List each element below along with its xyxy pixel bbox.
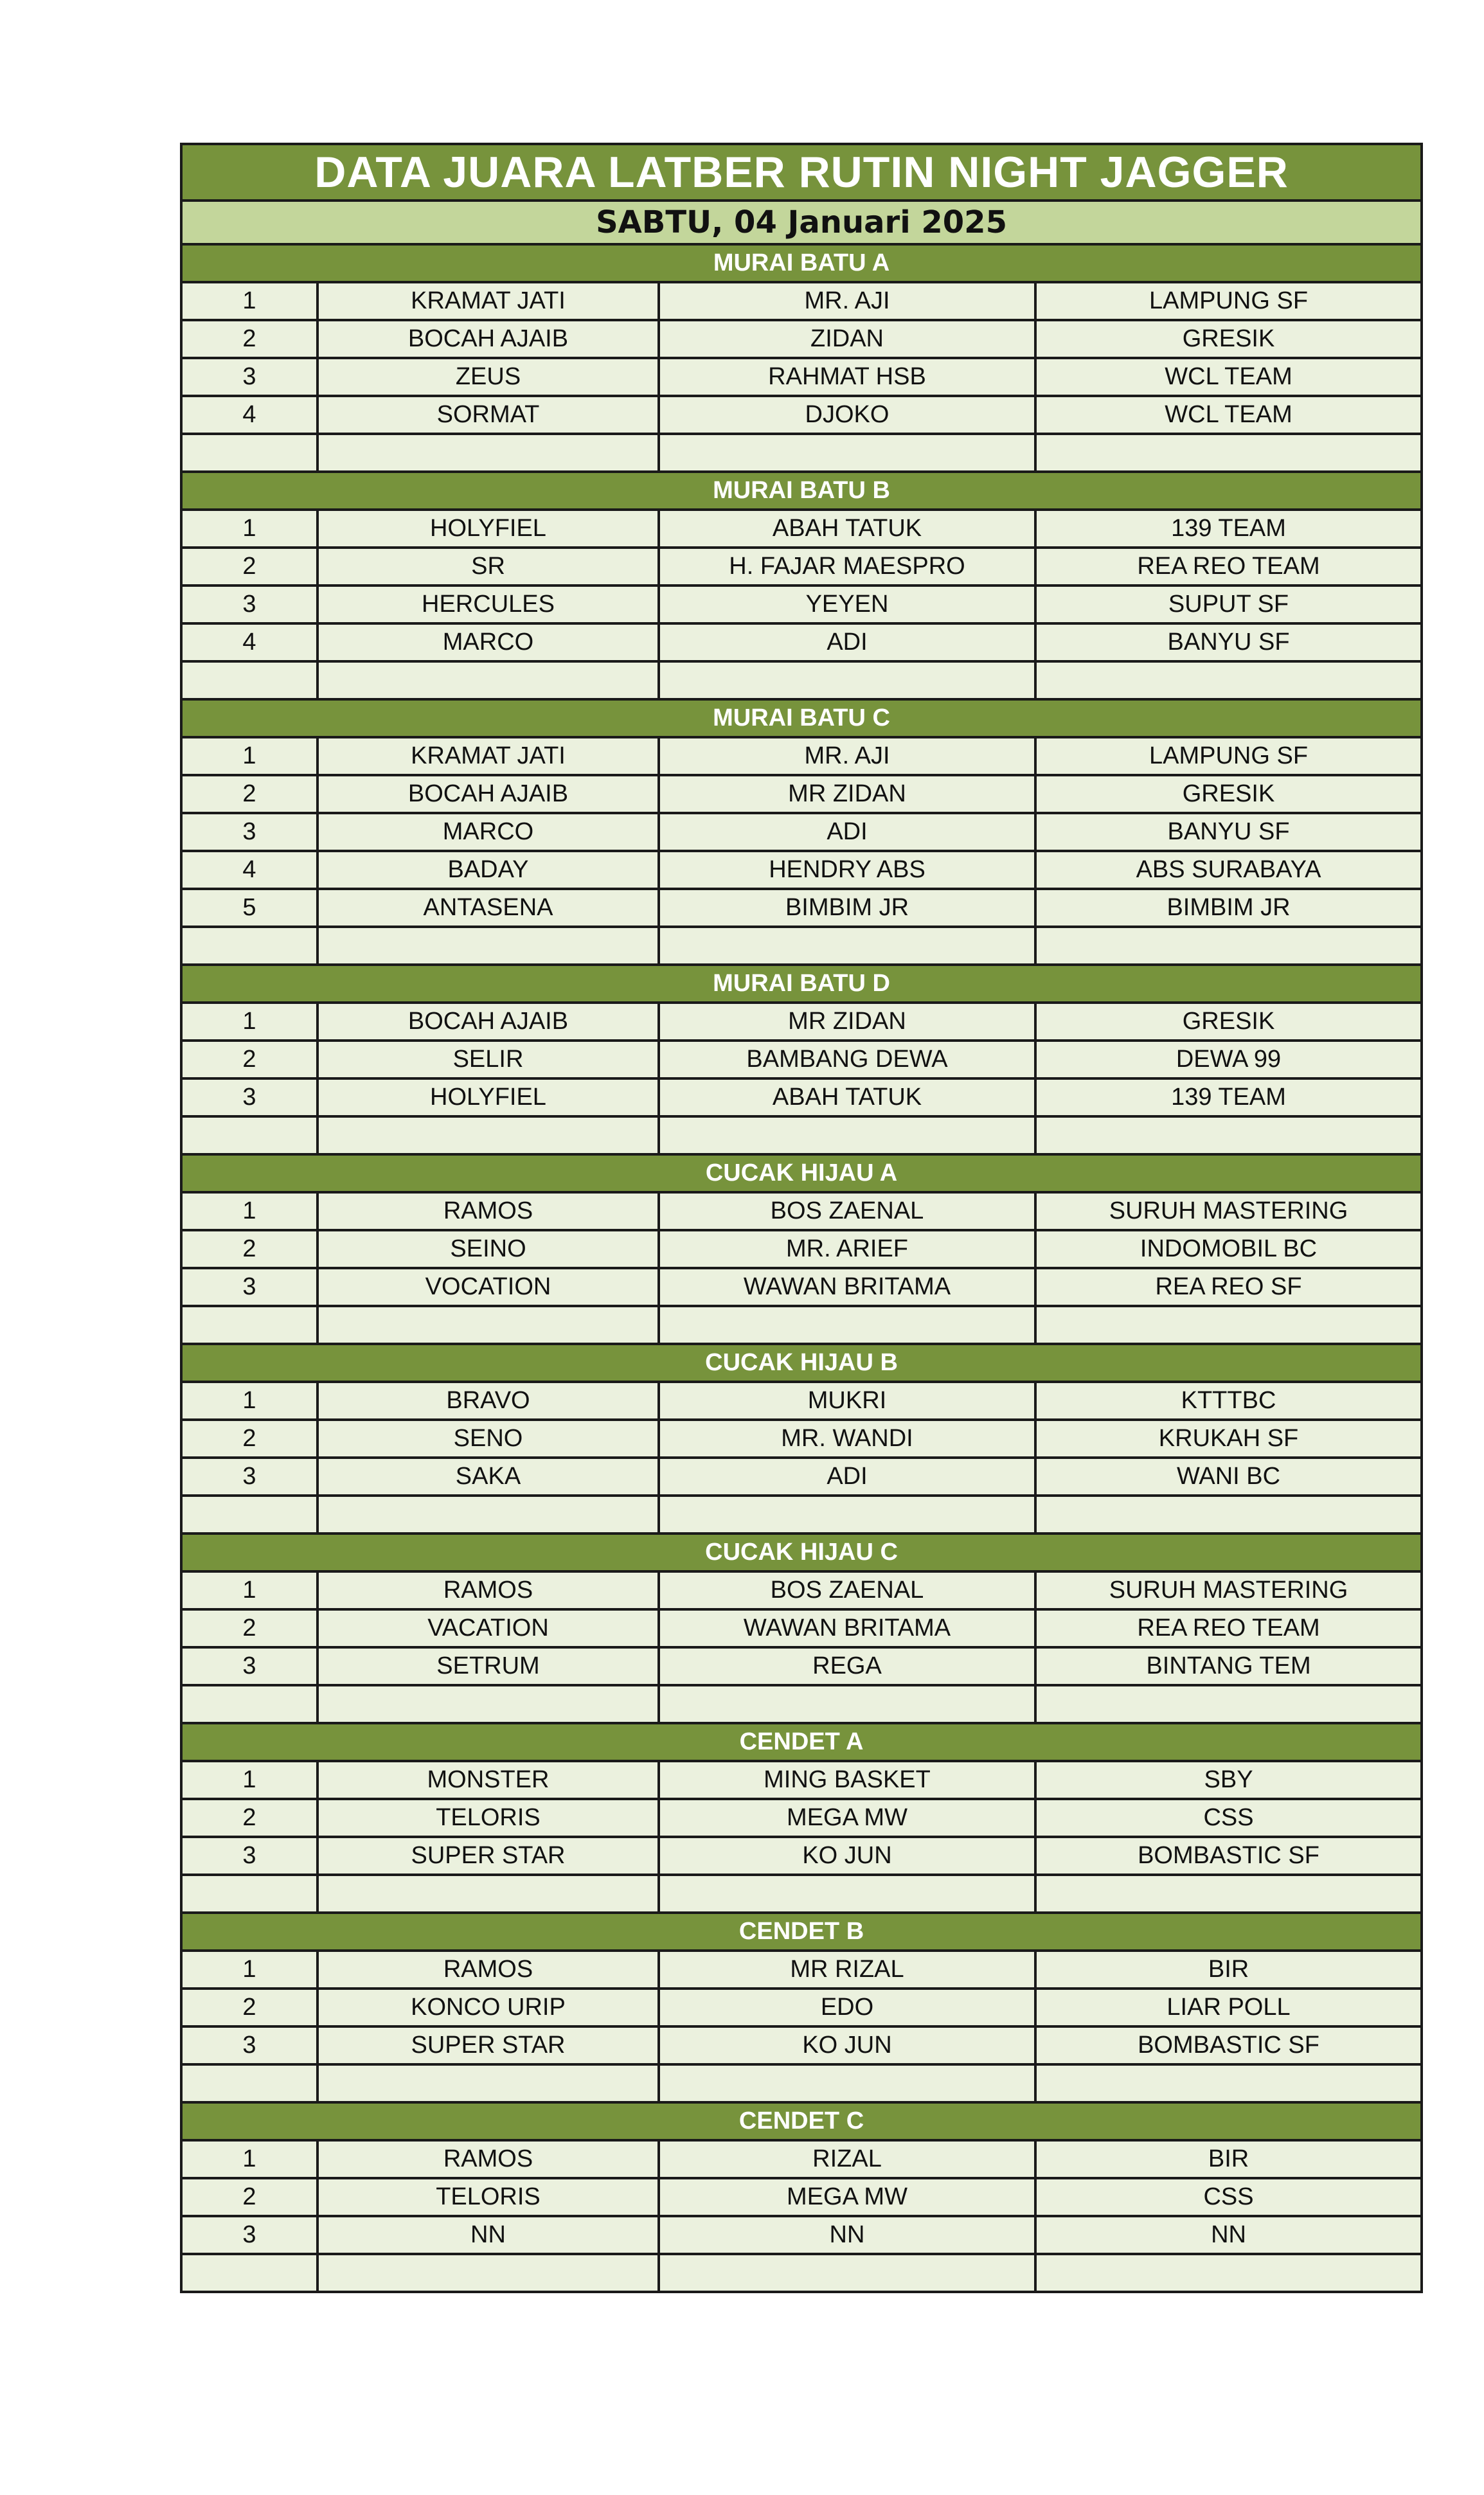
empty-cell (1035, 661, 1422, 699)
team-cell: BANYU SF (1035, 623, 1422, 661)
rank-cell: 3 (181, 813, 317, 851)
rank-cell: 1 (181, 1951, 317, 1989)
empty-cell (659, 927, 1035, 965)
bird-name-cell: SAKA (317, 1458, 659, 1496)
empty-cell (1035, 927, 1422, 965)
team-cell: BANYU SF (1035, 813, 1422, 851)
table-row (181, 396, 1422, 434)
table-row (181, 1230, 1422, 1268)
empty-cell (181, 1116, 317, 1154)
empty-cell (317, 1875, 659, 1913)
date-row (181, 201, 1422, 244)
category-header-row (181, 1913, 1422, 1951)
empty-cell (659, 1306, 1035, 1344)
rank-cell: 3 (181, 1268, 317, 1306)
team-cell: BIMBIM JR (1035, 889, 1422, 927)
team-cell: 139 TEAM (1035, 510, 1422, 548)
rank-cell: 1 (181, 737, 317, 775)
bird-name-cell: RAMOS (317, 1951, 659, 1989)
rank-cell: 1 (181, 1382, 317, 1420)
empty-cell (1035, 1685, 1422, 1723)
rank-cell: 4 (181, 396, 317, 434)
rank-cell: 1 (181, 282, 317, 320)
bird-name-cell: ZEUS (317, 358, 659, 396)
rank-cell: 2 (181, 2178, 317, 2216)
rank-cell: 1 (181, 2140, 317, 2178)
bird-name-cell: KRAMAT JATI (317, 737, 659, 775)
team-cell: SURUH MASTERING (1035, 1571, 1422, 1609)
owner-cell: ADI (659, 1458, 1035, 1496)
owner-cell: RAHMAT HSB (659, 358, 1035, 396)
rank-cell: 3 (181, 1078, 317, 1116)
empty-cell (181, 661, 317, 699)
bird-name-cell: NN (317, 2216, 659, 2254)
rank-cell: 2 (181, 1041, 317, 1078)
team-cell: BOMBASTIC SF (1035, 2026, 1422, 2064)
bird-name-cell: HOLYFIEL (317, 1078, 659, 1116)
team-cell: ABS SURABAYA (1035, 851, 1422, 889)
bird-name-cell: HERCULES (317, 586, 659, 623)
team-cell: WCL TEAM (1035, 396, 1422, 434)
owner-cell: BIMBIM JR (659, 889, 1035, 927)
rank-cell: 1 (181, 1192, 317, 1230)
bird-name-cell: RAMOS (317, 2140, 659, 2178)
category-header-row (181, 472, 1422, 510)
empty-cell (317, 661, 659, 699)
blank-row (181, 1685, 1422, 1723)
bird-name-cell: MARCO (317, 813, 659, 851)
owner-cell: WAWAN BRITAMA (659, 1268, 1035, 1306)
rank-cell: 4 (181, 851, 317, 889)
owner-cell: KO JUN (659, 2026, 1035, 2064)
category-header-row (181, 1344, 1422, 1382)
table-row (181, 1420, 1422, 1458)
team-cell: SUPUT SF (1035, 586, 1422, 623)
category-header-row (181, 699, 1422, 737)
bird-name-cell: BOCAH AJAIB (317, 320, 659, 358)
table-row (181, 1268, 1422, 1306)
table-row (181, 851, 1422, 889)
owner-cell: NN (659, 2216, 1035, 2254)
blank-row (181, 1116, 1422, 1154)
category-header-row (181, 1154, 1422, 1192)
table-row (181, 1761, 1422, 1799)
empty-cell (659, 1116, 1035, 1154)
empty-cell (317, 2254, 659, 2292)
team-cell: BIR (1035, 1951, 1422, 1989)
team-cell: BOMBASTIC SF (1035, 1837, 1422, 1875)
event-date: SABTU, 04 Januari 2025 (181, 201, 1422, 244)
empty-cell (1035, 2254, 1422, 2292)
table-row (181, 1571, 1422, 1609)
empty-cell (1035, 1875, 1422, 1913)
category-header-row (181, 965, 1422, 1003)
rank-cell: 3 (181, 586, 317, 623)
table-row (181, 623, 1422, 661)
bird-name-cell: TELORIS (317, 2178, 659, 2216)
bird-name-cell: SETRUM (317, 1647, 659, 1685)
empty-cell (181, 1875, 317, 1913)
owner-cell: MR ZIDAN (659, 775, 1035, 813)
table-row (181, 282, 1422, 320)
table-row (181, 775, 1422, 813)
bird-name-cell: RAMOS (317, 1571, 659, 1609)
table-row (181, 1989, 1422, 2026)
category-header-row (181, 1534, 1422, 1571)
empty-cell (317, 1306, 659, 1344)
blank-row (181, 434, 1422, 472)
rank-cell: 3 (181, 1837, 317, 1875)
owner-cell: MR. ARIEF (659, 1230, 1035, 1268)
empty-cell (181, 2064, 317, 2102)
empty-cell (181, 1306, 317, 1344)
team-cell: GRESIK (1035, 320, 1422, 358)
bird-name-cell: SR (317, 548, 659, 586)
team-cell: LIAR POLL (1035, 1989, 1422, 2026)
owner-cell: ZIDAN (659, 320, 1035, 358)
rank-cell: 1 (181, 510, 317, 548)
owner-cell: MEGA MW (659, 1799, 1035, 1837)
owner-cell: KO JUN (659, 1837, 1035, 1875)
table-row (181, 2216, 1422, 2254)
owner-cell: EDO (659, 1989, 1035, 2026)
empty-cell (181, 927, 317, 965)
team-cell: GRESIK (1035, 1003, 1422, 1041)
table-row (181, 1382, 1422, 1420)
bird-name-cell: MONSTER (317, 1761, 659, 1799)
rank-cell: 2 (181, 320, 317, 358)
rank-cell: 3 (181, 1458, 317, 1496)
owner-cell: BOS ZAENAL (659, 1571, 1035, 1609)
owner-cell: HENDRY ABS (659, 851, 1035, 889)
team-cell: NN (1035, 2216, 1422, 2254)
table-row (181, 1837, 1422, 1875)
owner-cell: MUKRI (659, 1382, 1035, 1420)
table-row (181, 510, 1422, 548)
category-header-row (181, 244, 1422, 282)
owner-cell: BAMBANG DEWA (659, 1041, 1035, 1078)
owner-cell: ABAH TATUK (659, 510, 1035, 548)
table-row (181, 1003, 1422, 1041)
category-header-row (181, 1723, 1422, 1761)
table-row (181, 320, 1422, 358)
team-cell: DEWA 99 (1035, 1041, 1422, 1078)
blank-row (181, 661, 1422, 699)
empty-cell (181, 434, 317, 472)
rank-cell: 2 (181, 1609, 317, 1647)
bird-name-cell: BRAVO (317, 1382, 659, 1420)
owner-cell: YEYEN (659, 586, 1035, 623)
owner-cell: DJOKO (659, 396, 1035, 434)
bird-name-cell: HOLYFIEL (317, 510, 659, 548)
rank-cell: 2 (181, 1799, 317, 1837)
team-cell: BINTANG TEM (1035, 1647, 1422, 1685)
owner-cell: RIZAL (659, 2140, 1035, 2178)
empty-cell (1035, 1496, 1422, 1534)
category-title: CUCAK HIJAU A (181, 1154, 1422, 1192)
table-row (181, 2178, 1422, 2216)
table-row (181, 2026, 1422, 2064)
rank-cell: 2 (181, 1420, 317, 1458)
table-row (181, 1951, 1422, 1989)
category-title: CUCAK HIJAU B (181, 1344, 1422, 1382)
empty-cell (659, 1875, 1035, 1913)
owner-cell: MR. WANDI (659, 1420, 1035, 1458)
empty-cell (317, 1496, 659, 1534)
owner-cell: MR ZIDAN (659, 1003, 1035, 1041)
team-cell: SBY (1035, 1761, 1422, 1799)
blank-row (181, 1496, 1422, 1534)
table-row (181, 737, 1422, 775)
rank-cell: 3 (181, 358, 317, 396)
owner-cell: ABAH TATUK (659, 1078, 1035, 1116)
category-title: CENDET A (181, 1723, 1422, 1761)
category-title: CENDET B (181, 1913, 1422, 1951)
bird-name-cell: TELORIS (317, 1799, 659, 1837)
table-row (181, 2140, 1422, 2178)
category-title: MURAI BATU C (181, 699, 1422, 737)
bird-name-cell: MARCO (317, 623, 659, 661)
bird-name-cell: SORMAT (317, 396, 659, 434)
team-cell: SURUH MASTERING (1035, 1192, 1422, 1230)
bird-name-cell: BOCAH AJAIB (317, 1003, 659, 1041)
table-row (181, 548, 1422, 586)
table-row (181, 1078, 1422, 1116)
table-row (181, 1192, 1422, 1230)
team-cell: BIR (1035, 2140, 1422, 2178)
category-title: CENDET C (181, 2102, 1422, 2140)
category-title: MURAI BATU A (181, 244, 1422, 282)
title-row (181, 144, 1422, 201)
table-row (181, 1647, 1422, 1685)
bird-name-cell: BADAY (317, 851, 659, 889)
rank-cell: 2 (181, 1989, 317, 2026)
owner-cell: MR. AJI (659, 737, 1035, 775)
table-row (181, 1041, 1422, 1078)
empty-cell (1035, 2064, 1422, 2102)
empty-cell (317, 2064, 659, 2102)
blank-row (181, 2064, 1422, 2102)
empty-cell (1035, 434, 1422, 472)
rank-cell: 2 (181, 1230, 317, 1268)
team-cell: WANI BC (1035, 1458, 1422, 1496)
results-table (180, 143, 1423, 2293)
team-cell: CSS (1035, 1799, 1422, 1837)
owner-cell: MING BASKET (659, 1761, 1035, 1799)
table-row (181, 1609, 1422, 1647)
bird-name-cell: SENO (317, 1420, 659, 1458)
table-row (181, 1799, 1422, 1837)
empty-cell (181, 1496, 317, 1534)
owner-cell: MR RIZAL (659, 1951, 1035, 1989)
team-cell: 139 TEAM (1035, 1078, 1422, 1116)
team-cell: REA REO SF (1035, 1268, 1422, 1306)
rank-cell: 1 (181, 1003, 317, 1041)
empty-cell (659, 661, 1035, 699)
rank-cell: 4 (181, 623, 317, 661)
owner-cell: H. FAJAR MAESPRO (659, 548, 1035, 586)
rank-cell: 3 (181, 1647, 317, 1685)
empty-cell (317, 927, 659, 965)
page-title: DATA JUARA LATBER RUTIN NIGHT JAGGER (181, 144, 1422, 201)
owner-cell: MR. AJI (659, 282, 1035, 320)
results-table-body (181, 144, 1422, 2292)
bird-name-cell: KRAMAT JATI (317, 282, 659, 320)
empty-cell (1035, 1116, 1422, 1154)
table-row (181, 1458, 1422, 1496)
category-title: MURAI BATU B (181, 472, 1422, 510)
empty-cell (181, 2254, 317, 2292)
category-title: CUCAK HIJAU C (181, 1534, 1422, 1571)
table-row (181, 889, 1422, 927)
table-row (181, 358, 1422, 396)
rank-cell: 5 (181, 889, 317, 927)
team-cell: GRESIK (1035, 775, 1422, 813)
bird-name-cell: SELIR (317, 1041, 659, 1078)
category-title: MURAI BATU D (181, 965, 1422, 1003)
bird-name-cell: VACATION (317, 1609, 659, 1647)
blank-row (181, 2254, 1422, 2292)
empty-cell (1035, 1306, 1422, 1344)
empty-cell (317, 1685, 659, 1723)
category-header-row (181, 2102, 1422, 2140)
blank-row (181, 1306, 1422, 1344)
team-cell: WCL TEAM (1035, 358, 1422, 396)
bird-name-cell: KONCO URIP (317, 1989, 659, 2026)
rank-cell: 1 (181, 1571, 317, 1609)
team-cell: KRUKAH SF (1035, 1420, 1422, 1458)
rank-cell: 3 (181, 2026, 317, 2064)
bird-name-cell: RAMOS (317, 1192, 659, 1230)
rank-cell: 2 (181, 775, 317, 813)
team-cell: LAMPUNG SF (1035, 282, 1422, 320)
team-cell: REA REO TEAM (1035, 548, 1422, 586)
bird-name-cell: ANTASENA (317, 889, 659, 927)
team-cell: INDOMOBIL BC (1035, 1230, 1422, 1268)
empty-cell (659, 1685, 1035, 1723)
bird-name-cell: SUPER STAR (317, 1837, 659, 1875)
owner-cell: MEGA MW (659, 2178, 1035, 2216)
bird-name-cell: SEINO (317, 1230, 659, 1268)
rank-cell: 1 (181, 1761, 317, 1799)
owner-cell: ADI (659, 623, 1035, 661)
blank-row (181, 1875, 1422, 1913)
team-cell: CSS (1035, 2178, 1422, 2216)
team-cell: REA REO TEAM (1035, 1609, 1422, 1647)
empty-cell (659, 1496, 1035, 1534)
bird-name-cell: VOCATION (317, 1268, 659, 1306)
empty-cell (659, 434, 1035, 472)
empty-cell (317, 1116, 659, 1154)
empty-cell (659, 2254, 1035, 2292)
owner-cell: ADI (659, 813, 1035, 851)
blank-row (181, 927, 1422, 965)
rank-cell: 2 (181, 548, 317, 586)
bird-name-cell: BOCAH AJAIB (317, 775, 659, 813)
team-cell: LAMPUNG SF (1035, 737, 1422, 775)
empty-cell (181, 1685, 317, 1723)
rank-cell: 3 (181, 2216, 317, 2254)
owner-cell: BOS ZAENAL (659, 1192, 1035, 1230)
bird-name-cell: SUPER STAR (317, 2026, 659, 2064)
empty-cell (659, 2064, 1035, 2102)
team-cell: KTTTBC (1035, 1382, 1422, 1420)
owner-cell: WAWAN BRITAMA (659, 1609, 1035, 1647)
empty-cell (317, 434, 659, 472)
table-row (181, 813, 1422, 851)
table-row (181, 586, 1422, 623)
owner-cell: REGA (659, 1647, 1035, 1685)
